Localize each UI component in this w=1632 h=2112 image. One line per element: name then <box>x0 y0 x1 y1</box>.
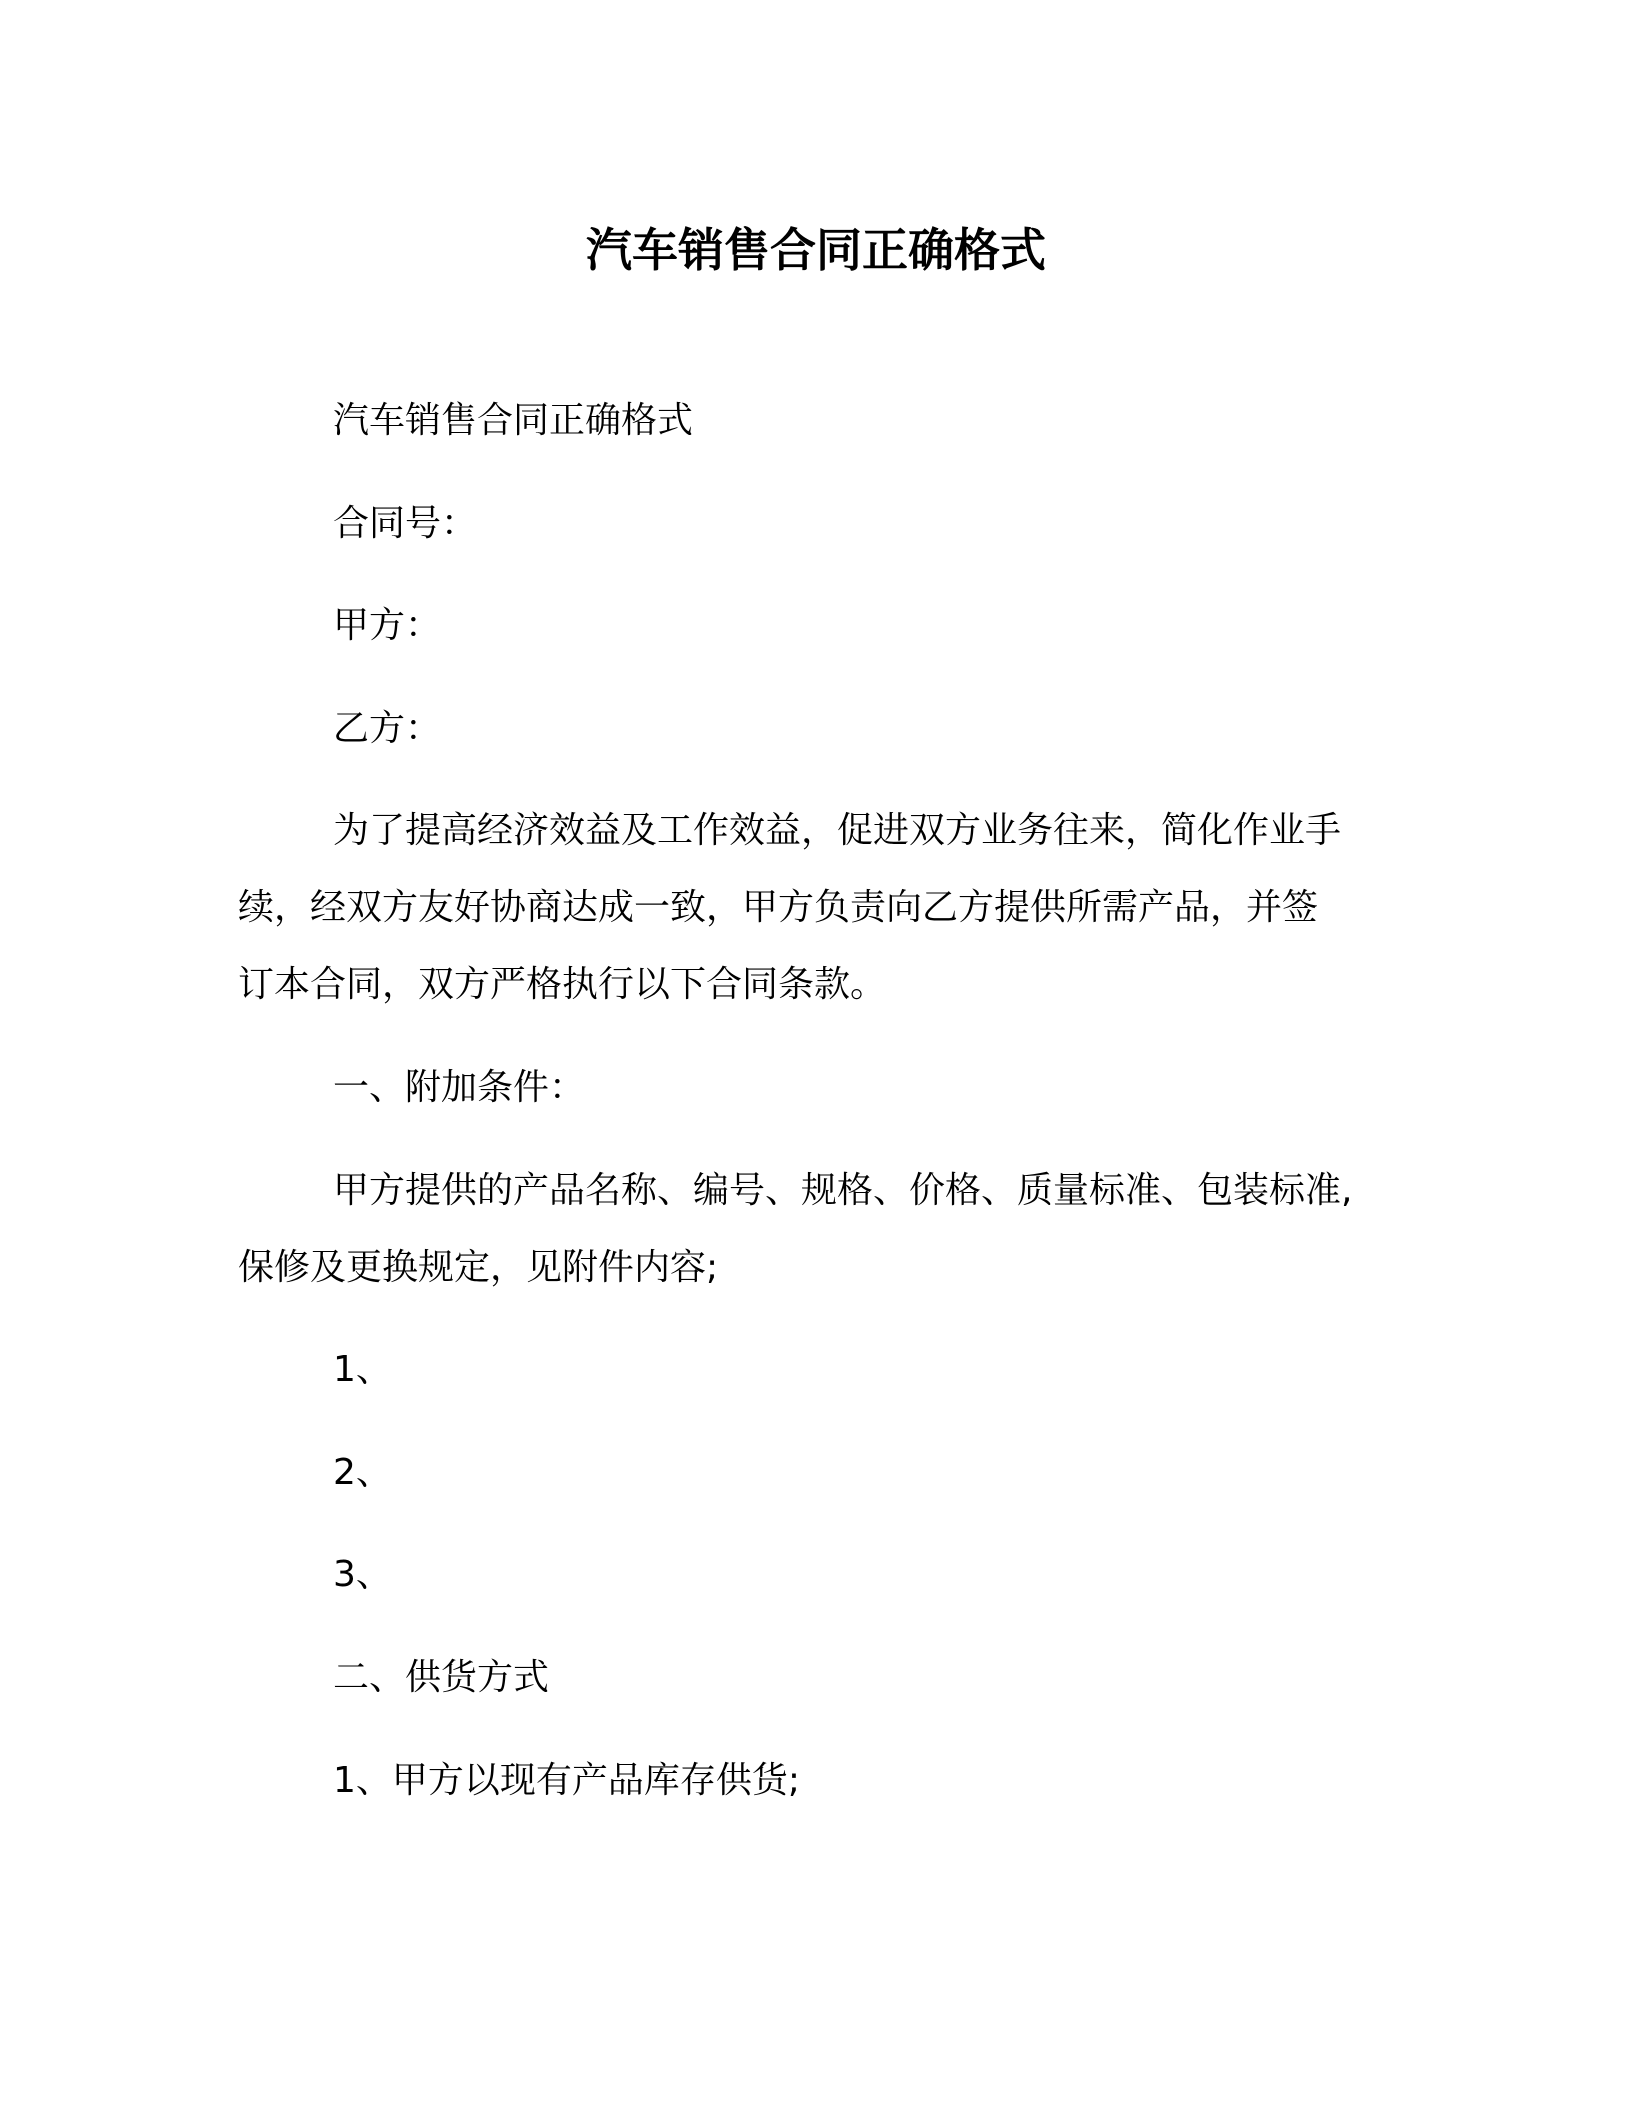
intro-paragraph-line-2: 续，经双方友好协商达成一致，甲方负责向乙方提供所需产品，并签 <box>238 887 1319 928</box>
section-2-heading: 二、供货方式 <box>333 1657 550 1698</box>
intro-paragraph-line-1: 为了提高经济效益及工作效益，促进双方业务往来，简化作业手 <box>333 810 1342 851</box>
intro-paragraph-line-3: 订本合同，双方严格执行以下合同条款。 <box>238 964 887 1005</box>
section-1-heading: 一、附加条件： <box>333 1067 586 1108</box>
document-title: 汽车销售合同正确格式 <box>586 223 1046 277</box>
section-1-paragraph-line-1: 甲方提供的产品名称、编号、规格、价格、质量标准、包装标准, <box>333 1170 1353 1211</box>
party-a-label: 甲方： <box>333 605 442 646</box>
contract-number-label: 合同号： <box>333 503 478 544</box>
party-b-label: 乙方： <box>333 708 442 749</box>
section-1-item-1: 1、 <box>333 1349 392 1390</box>
section-1-paragraph-line-2: 保修及更换规定，见附件内容; <box>238 1247 719 1288</box>
section-1-item-3: 3、 <box>333 1554 392 1595</box>
section-1-item-2: 2、 <box>333 1452 392 1493</box>
document-subtitle: 汽车销售合同正确格式 <box>333 400 694 441</box>
section-2-item-1: 1、甲方以现有产品库存供货; <box>333 1760 801 1801</box>
